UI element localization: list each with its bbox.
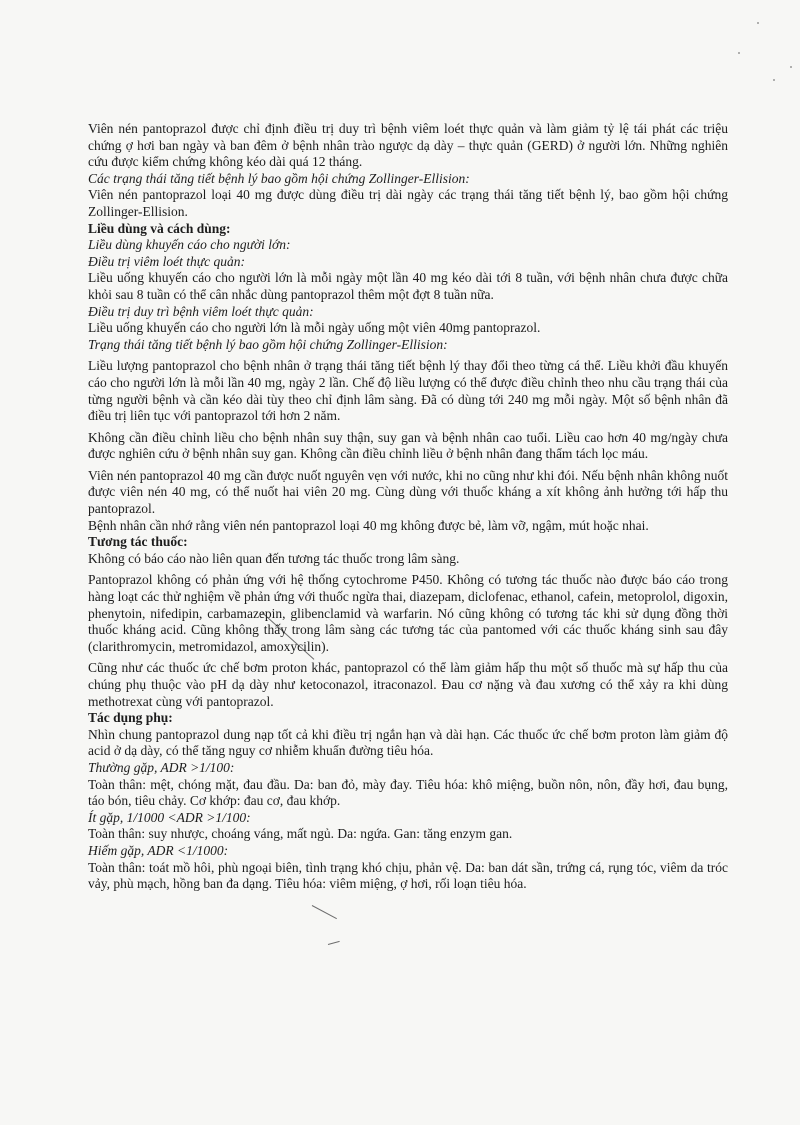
hypersecretion-dosage-paragraph: Liều lượng pantoprazol cho bệnh nhân ở trạng thái tăng tiết bệnh lý thay đổi theo từng cá thể. Liều khởi đầu khuyến cáo cho người lớn là mỗi lần 40 mg, ngày 2 lần. Chế độ liều lượng có thể được điều chỉnh theo nhu cầu trạng thái của từng người bệnh và cần kéo dài tùy theo chỉ định lâm sàng. Đã có dùng tới 240 mg mỗi ngày. Một số bệnh nhân đã điều trị liên tục với pantoprazol tới hơn 2 năm. [88,358,728,424]
no-crush-paragraph: Bệnh nhân cần nhớ rằng viên nén pantoprazol loại 40 mg không được bẻ, làm vỡ, ngậm, mút hoặc nhai. [88,517,649,533]
interactions-heading: Tương tác thuốc: [88,534,188,550]
zollinger-subheading: Các trạng thái tăng tiết bệnh lý bao gồm hội chứng Zollinger-Ellision: [88,170,470,186]
common-adr-paragraph: Toàn thân: mệt, chóng mặt, đau đầu. Da: ban đỏ, mày đay. Tiêu hóa: khô miệng, buồn nôn, nôn, đầy hơi, đau bụng, táo bón, tiêu chảy. Cơ khớp: đau cơ, đau khớp. [88,776,728,809]
scan-speck [757,22,759,24]
pen-mark [328,941,340,945]
rare-adr-subheading: Hiếm gặp, ADR <1/1000: [88,842,229,858]
dosage-heading: Liều dùng và cách dùng: [88,220,231,236]
common-adr-subheading: Thường gặp, ADR >1/100: [88,759,235,775]
indication-paragraph: Viên nén pantoprazol được chỉ định điều trị duy trì bệnh viêm loét thực quản và làm giảm tỷ lệ tái phát các triệu chứng ợ hơi ban ngày và ban đêm ở bệnh nhân trào ngược dạ dày – thực quản (GERD) ở người lớn. Những nghiên cứu được kiểm chứng không kéo dài quá 12 tháng. [88,121,728,170]
side-effects-intro: Nhìn chung pantoprazol dung nạp tốt cả khi điều trị ngắn hạn và dài hạn. Các thuốc ức chế bơm proton làm giảm độ acid ở dạ dày, có thể tăng nguy cơ nhiễm khuẩn đường tiêu hóa. [88,726,728,759]
esophagitis-treatment-subheading: Điều trị viêm loét thực quản: [88,253,245,269]
interactions-paragraph-1: Không có báo cáo nào liên quan đến tương tác thuốc trong lâm sàng. [88,550,460,566]
uncommon-adr-subheading: Ít gặp, 1/1000 <ADR >1/100: [88,809,251,825]
interactions-paragraph-3: Cũng như các thuốc ức chế bơm proton khác, pantoprazol có thể làm giảm hấp thu một số thuốc mà sự hấp thu của chúng phụ thuộc vào pH dạ dày như ketoconazol, itraconazol. Đau cơ nặng và đau xương có thể xảy ra khi dùng methotrexat cùng với pantoprazol. [88,660,728,709]
administration-paragraph: Viên nén pantoprazol 40 mg cần được nuốt nguyên vẹn với nước, khi no cũng như khi đói. Nếu bệnh nhân không nuốt được viên nén 40 mg, có thể nuốt hai viên 20 mg. Cùng dùng với thuốc kháng a xít không ảnh hưởng tới hấp thu pantoprazol. [88,467,728,517]
pen-mark [312,905,337,919]
scan-speck [790,66,792,68]
scan-speck [738,52,740,54]
adult-dosage-subheading: Liều dùng khuyến cáo cho người lớn: [88,237,291,253]
maintenance-dosage-paragraph: Liều uống khuyến cáo cho người lớn là mỗi ngày uống một viên 40mg pantoprazol. [88,320,541,336]
document-body [88,121,728,893]
uncommon-adr-paragraph: Toàn thân: suy nhược, choáng váng, mất ngủ. Da: ngứa. Gan: tăng enzym gan. [88,826,513,842]
hypersecretion-subheading: Trạng thái tăng tiết bệnh lý bao gồm hội chứng Zollinger-Ellision: [88,336,448,352]
renal-hepatic-paragraph: Không cần điều chỉnh liều cho bệnh nhân suy thận, suy gan và bệnh nhân cao tuổi. Liều cao hơn 40 mg/ngày chưa được nghiên cứu ở bệnh nhân suy gan. Không cần điều chỉnh liều ở bệnh nhân đang thẩm tách lọc máu. [88,429,728,462]
zollinger-paragraph: Viên nén pantoprazol loại 40 mg được dùng điều trị dài ngày các trạng thái tăng tiết bệnh lý, bao gồm hội chứng Zollinger-Ellision. [88,187,728,219]
esophagitis-dosage-paragraph: Liều uống khuyến cáo cho người lớn là mỗi ngày một lần 40 mg kéo dài tới 8 tuần, với bệnh nhân chưa được chữa khỏi sau 8 tuần có thể cân nhắc dùng pantoprazol thêm một đợt 8 tuần nữa. [88,270,728,302]
rare-adr-paragraph: Toàn thân: toát mồ hôi, phù ngoại biên, tình trạng khó chịu, phản vệ. Da: ban dát sần, trứng cá, rụng tóc, viêm da tróc vảy, phù mạch, hồng ban đa dạng. Tiêu hóa: viêm miệng, ợ hơi, rối loạn tiêu hóa. [88,859,728,892]
scan-speck [773,79,775,81]
side-effects-heading: Tác dụng phụ: [88,710,173,726]
interactions-paragraph-2: Pantoprazol không có phản ứng với hệ thống cytochrome P450. Không có tương tác thuốc nào được báo cáo trong hàng loạt các thử nghiệm về phản ứng với thuốc ngừa thai, diazepam, diclofenac, ethanol, cafein, metoprolol, digoxin, phenytoin, nifedipin, carbamazepin, glibenclamid và warfarin. Nó cũng không có tương tác khi sử dụng đồng thời thuốc kháng acid. Cũng không thấy trong lâm sàng các tương tác của pantomed với các thuốc kháng sinh sau đây (clarithromycin, metromidazol, amoxycilin). [88,572,728,654]
maintenance-subheading: Điều trị duy trì bệnh viêm loét thực quản: [88,303,314,319]
